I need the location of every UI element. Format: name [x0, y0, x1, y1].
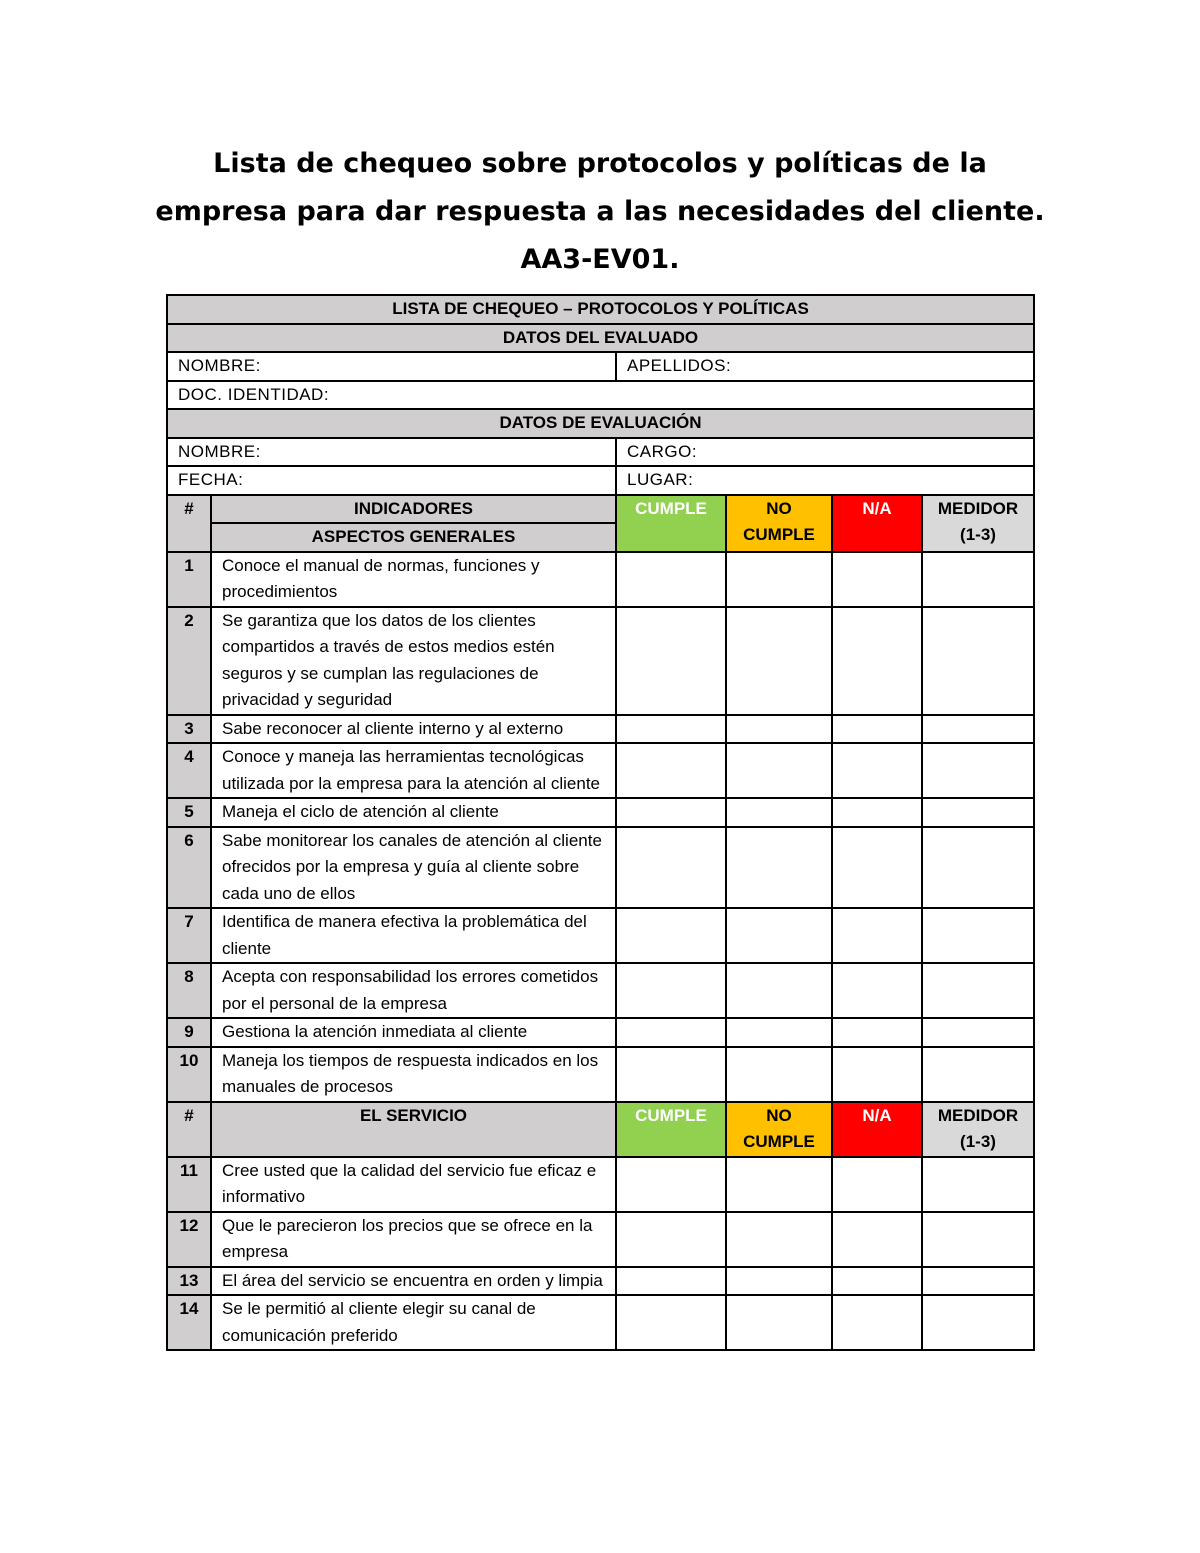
table-row — [167, 1295, 1034, 1350]
medidor-cell[interactable] — [922, 827, 1034, 909]
checklist-table — [166, 294, 1035, 1351]
num-column-header: # — [167, 495, 211, 552]
na-cell[interactable] — [832, 743, 922, 798]
medidor-label-2: (1-3) — [960, 1132, 996, 1151]
table-row — [167, 1212, 1034, 1267]
no-cumple-cell[interactable] — [726, 963, 832, 1018]
evaluacion-fecha-field[interactable]: FECHA: — [167, 466, 616, 495]
no-cumple-cell[interactable] — [726, 1295, 832, 1350]
no-cumple-cell[interactable] — [726, 798, 832, 827]
cumple-cell[interactable] — [616, 1047, 726, 1102]
indicator-number: 11 — [167, 1157, 211, 1212]
no-cumple-cell[interactable] — [726, 1047, 832, 1102]
table-row — [167, 1018, 1034, 1047]
table-row — [167, 827, 1034, 909]
na-cell[interactable] — [832, 1212, 922, 1267]
indicator-number: 2 — [167, 607, 211, 715]
medidor-cell[interactable] — [922, 1212, 1034, 1267]
no-cumple-cell[interactable] — [726, 715, 832, 744]
cumple-cell[interactable] — [616, 798, 726, 827]
no-cumple-cell[interactable] — [726, 1267, 832, 1296]
cumple-cell[interactable] — [616, 1018, 726, 1047]
indicator-text: Sabe monitorear los canales de atención al cliente ofrecidos por la empresa y guía al cliente sobre cada uno de ellos — [211, 827, 616, 909]
no-cumple-column-header-2 — [726, 1102, 832, 1157]
indicator-number: 10 — [167, 1047, 211, 1102]
indicator-text: Cree usted que la calidad del servicio fue eficaz e informativo — [211, 1157, 616, 1212]
no-cumple-cell[interactable] — [726, 552, 832, 607]
indicator-text: Gestiona la atención inmediata al cliente — [211, 1018, 616, 1047]
na-cell[interactable] — [832, 607, 922, 715]
medidor-cell[interactable] — [922, 607, 1034, 715]
evaluacion-cargo-field[interactable]: CARGO: — [616, 438, 1034, 467]
indicator-text: Acepta con responsabilidad los errores cometidos por el personal de la empresa — [211, 963, 616, 1018]
medidor-column-header — [922, 495, 1034, 552]
checklist-header: LISTA DE CHEQUEO – PROTOCOLOS Y POLÍTICAS — [167, 295, 1034, 324]
no-cumple-cell[interactable] — [726, 1212, 832, 1267]
no-cumple-cell[interactable] — [726, 1157, 832, 1212]
na-column-header-2: N/A — [832, 1102, 922, 1157]
indicator-text: Conoce y maneja las herramientas tecnológicas utilizada por la empresa para la atención al cliente — [211, 743, 616, 798]
cumple-cell[interactable] — [616, 1157, 726, 1212]
indicator-number: 9 — [167, 1018, 211, 1047]
indicator-number: 8 — [167, 963, 211, 1018]
evaluado-header: DATOS DEL EVALUADO — [167, 324, 1034, 353]
cumple-cell[interactable] — [616, 1267, 726, 1296]
no-cumple-column-header — [726, 495, 832, 552]
medidor-cell[interactable] — [922, 1295, 1034, 1350]
medidor-label-1: MEDIDOR — [937, 498, 1019, 518]
na-cell[interactable] — [832, 1267, 922, 1296]
evaluacion-lugar-field[interactable]: LUGAR: — [616, 466, 1034, 495]
table-row — [167, 1047, 1034, 1102]
no-cumple-label-2: CUMPLE — [743, 1132, 815, 1151]
indicator-text: Conoce el manual de normas, funciones y procedimientos — [211, 552, 616, 607]
medidor-cell[interactable] — [922, 1267, 1034, 1296]
table-row — [167, 552, 1034, 607]
cumple-cell[interactable] — [616, 1295, 726, 1350]
indicator-text: Maneja el ciclo de atención al cliente — [211, 798, 616, 827]
evaluado-doc-field[interactable]: DOC. IDENTIDAD: — [167, 381, 1034, 410]
table-row — [167, 1157, 1034, 1212]
title-line-3: AA3-EV01. — [520, 244, 680, 275]
evaluacion-nombre-field[interactable]: NOMBRE: — [167, 438, 616, 467]
no-cumple-label-1: NO — [766, 1105, 792, 1125]
medidor-cell[interactable] — [922, 552, 1034, 607]
na-cell[interactable] — [832, 1047, 922, 1102]
cumple-cell[interactable] — [616, 1212, 726, 1267]
title-line-1: Lista de chequeo sobre protocolos y políticas de la — [213, 148, 987, 179]
evaluado-apellidos-field[interactable]: APELLIDOS: — [616, 352, 1034, 381]
no-cumple-label-2: CUMPLE — [743, 525, 815, 544]
cumple-cell[interactable] — [616, 715, 726, 744]
indicator-number: 12 — [167, 1212, 211, 1267]
indicator-text: Maneja los tiempos de respuesta indicados en los manuales de procesos — [211, 1047, 616, 1102]
cumple-column-header: CUMPLE — [616, 495, 726, 552]
title-line-2: empresa para dar respuesta a las necesidades del cliente. — [155, 196, 1045, 227]
medidor-cell[interactable] — [922, 1157, 1034, 1212]
indicator-number: 13 — [167, 1267, 211, 1296]
na-cell[interactable] — [832, 908, 922, 963]
cumple-cell[interactable] — [616, 827, 726, 909]
indicator-number: 5 — [167, 798, 211, 827]
na-cell[interactable] — [832, 715, 922, 744]
table-row — [167, 715, 1034, 744]
indicator-text: Identifica de manera efectiva la problemática del cliente — [211, 908, 616, 963]
no-cumple-label-1: NO — [766, 498, 792, 518]
medidor-cell[interactable] — [922, 963, 1034, 1018]
na-cell[interactable] — [832, 798, 922, 827]
indicator-text: Que le parecieron los precios que se ofrece en la empresa — [211, 1212, 616, 1267]
no-cumple-cell[interactable] — [726, 607, 832, 715]
table-row — [167, 798, 1034, 827]
cumple-cell[interactable] — [616, 607, 726, 715]
section-el-servicio-title: EL SERVICIO — [211, 1102, 616, 1157]
medidor-cell[interactable] — [922, 743, 1034, 798]
cumple-cell[interactable] — [616, 743, 726, 798]
no-cumple-cell[interactable] — [726, 827, 832, 909]
table-row — [167, 963, 1034, 1018]
indicator-text: Se le permitió al cliente elegir su canal de comunicación preferido — [211, 1295, 616, 1350]
indicator-text: Sabe reconocer al cliente interno y al externo — [211, 715, 616, 744]
table-row — [167, 607, 1034, 715]
indicator-text: Se garantiza que los datos de los clientes compartidos a través de estos medios estén seguros y se cumplan las regulaciones de privacidad y seguridad — [211, 607, 616, 715]
num-column-header-2: # — [167, 1102, 211, 1157]
medidor-column-header-2 — [922, 1102, 1034, 1157]
medidor-cell[interactable] — [922, 908, 1034, 963]
table-row — [167, 908, 1034, 963]
table-row — [167, 743, 1034, 798]
na-cell[interactable] — [832, 1018, 922, 1047]
no-cumple-cell[interactable] — [726, 908, 832, 963]
medidor-cell[interactable] — [922, 715, 1034, 744]
na-cell[interactable] — [832, 963, 922, 1018]
na-cell[interactable] — [832, 1157, 922, 1212]
evaluacion-header: DATOS DE EVALUACIÓN — [167, 409, 1034, 438]
indicator-number: 1 — [167, 552, 211, 607]
medidor-cell[interactable] — [922, 1047, 1034, 1102]
indicator-number: 7 — [167, 908, 211, 963]
section-aspectos-generales-title: ASPECTOS GENERALES — [211, 523, 616, 552]
cumple-cell[interactable] — [616, 552, 726, 607]
na-cell[interactable] — [832, 552, 922, 607]
document-title — [100, 140, 1100, 284]
indicadores-column-header: INDICADORES — [211, 495, 616, 524]
indicator-text: El área del servicio se encuentra en orden y limpia — [211, 1267, 616, 1296]
cumple-cell[interactable] — [616, 963, 726, 1018]
medidor-label-1: MEDIDOR — [937, 1105, 1019, 1125]
cumple-cell[interactable] — [616, 908, 726, 963]
indicator-number: 14 — [167, 1295, 211, 1350]
medidor-label-2: (1-3) — [960, 525, 996, 544]
medidor-cell[interactable] — [922, 798, 1034, 827]
evaluado-nombre-field[interactable]: NOMBRE: — [167, 352, 616, 381]
table-row — [167, 1267, 1034, 1296]
na-cell[interactable] — [832, 827, 922, 909]
cumple-column-header-2: CUMPLE — [616, 1102, 726, 1157]
na-cell[interactable] — [832, 1295, 922, 1350]
medidor-cell[interactable] — [922, 1018, 1034, 1047]
na-column-header: N/A — [832, 495, 922, 552]
indicator-number: 6 — [167, 827, 211, 909]
indicator-number: 3 — [167, 715, 211, 744]
no-cumple-cell[interactable] — [726, 743, 832, 798]
no-cumple-cell[interactable] — [726, 1018, 832, 1047]
indicator-number: 4 — [167, 743, 211, 798]
